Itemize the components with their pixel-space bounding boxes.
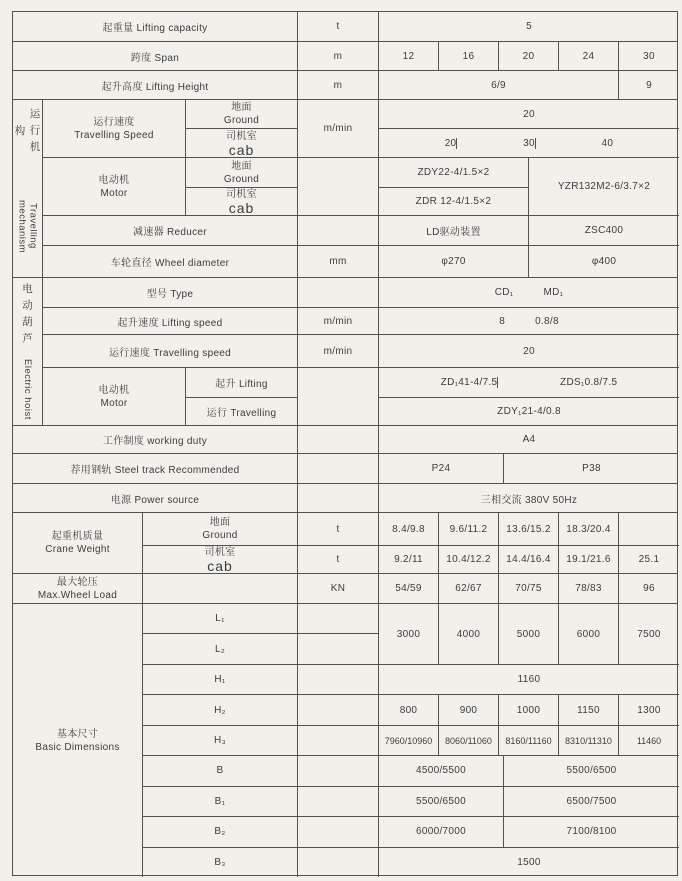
hoist-travelling-speed-unit: m/min	[298, 335, 379, 367]
crane-weight-value-cell-empty	[619, 513, 679, 545]
motor-ground-value: ZDY22-4/1.5×2	[379, 158, 528, 188]
hoist-lifting-speed-label: 起升速度 Lifting speed	[43, 308, 298, 334]
wheel-diameter-values	[379, 246, 679, 277]
max-wheel-load-value-cell: 96	[643, 583, 655, 594]
h3-sublabel: H₃	[143, 726, 298, 755]
h1-sublabel: H₁	[143, 665, 298, 694]
l-value-cell: 7500	[637, 628, 661, 640]
span-value-cell: 30	[643, 50, 655, 62]
row-wheel-diameter	[43, 246, 679, 277]
vertical-label	[20, 283, 35, 420]
section-label-en: Travelling mechanism	[16, 199, 39, 253]
lifting-capacity-value: 5	[526, 21, 532, 32]
steel-track-value-cell: P38	[582, 463, 601, 474]
travelling-speed-label	[43, 100, 186, 157]
l2-sublabel: L₂	[214, 643, 226, 655]
row-hoist-motor	[43, 368, 679, 425]
hoist-motor-travelling-sublabel: 运行 Travelling	[206, 408, 277, 419]
reducer-value-cell: LD驱动装置	[379, 216, 529, 245]
crane-spec-table	[12, 11, 678, 876]
hoist-lifting-speed-value: 0.8/8	[535, 315, 559, 327]
label-en: Motor	[100, 187, 128, 199]
power-source-value: 三相交流 380V 50Hz	[480, 494, 578, 506]
ground-sublabel	[186, 100, 297, 129]
hoist-type-value: MD₁	[543, 287, 564, 298]
label-en: Ground	[202, 530, 238, 541]
h2-value-cell: 800	[379, 695, 439, 724]
crane-weight-ground-unit: t	[298, 513, 378, 546]
motor-right-merged-value: YZR132M2-6/3.7×2	[557, 181, 651, 192]
span-unit: m	[298, 42, 379, 70]
lifting-capacity-label: 起重量 Lifting capacity	[13, 12, 298, 41]
label-en: Crane Weight	[45, 544, 110, 555]
row-span	[13, 42, 677, 71]
section-basic-dimensions	[13, 604, 677, 877]
span-values	[379, 42, 679, 70]
l2-unit-empty	[298, 634, 378, 664]
crane-weight-ground-values	[379, 513, 679, 546]
b1-unit-empty	[298, 787, 379, 816]
lifting-height-unit: m	[298, 71, 379, 99]
crane-weight-value-cell: 18.3/20.4	[559, 513, 619, 545]
h3-unit-empty	[298, 726, 379, 755]
crane-weight-cab-unit: t	[336, 554, 340, 565]
hoist-type-values	[379, 278, 679, 307]
h3-value-cell: 7960/10960	[379, 726, 439, 755]
label-en: Motor	[100, 397, 128, 409]
steel-track-value-cell: P24	[379, 454, 504, 483]
l-value-cell: 4000	[439, 604, 499, 664]
h2-value-cell: 900	[439, 695, 499, 724]
reducer-unit-empty	[298, 216, 379, 245]
max-wheel-load-sublabel-empty	[143, 574, 298, 603]
section-electric-hoist	[13, 278, 677, 426]
h2-unit-empty	[298, 695, 379, 724]
travelling-motor-values	[379, 158, 679, 215]
b3-unit-empty	[298, 848, 379, 877]
crane-weight-value-cell: 13.6/15.2	[499, 513, 559, 545]
b3-sublabel: B₃	[143, 848, 298, 877]
l-value-cell: 3000	[379, 604, 439, 664]
b-unit-empty	[298, 756, 379, 785]
travelling-motor-sublabels	[186, 158, 298, 215]
label-zh: 最大轮压	[56, 576, 99, 588]
span-value-cell: 24	[559, 42, 619, 70]
h3-value-cell: 8060/11060	[439, 726, 499, 755]
crane-weight-value-cell: 14.4/16.4	[499, 546, 559, 573]
l-units-empty	[298, 604, 379, 664]
wheel-diameter-value-cell: φ400	[591, 256, 617, 267]
travelling-motor-unit-empty	[298, 158, 379, 215]
row-b1	[143, 787, 679, 817]
label-zh: 地面	[231, 160, 252, 172]
label-en: Ground	[223, 173, 260, 185]
wheel-diameter-label: 车轮直径 Wheel diameter	[43, 246, 298, 277]
steel-track-unit-empty	[298, 454, 379, 483]
row-steel-track	[13, 454, 677, 484]
section-label-zh: 运行机构	[13, 108, 41, 158]
label-en: Max.Wheel Load	[37, 589, 118, 601]
cab-speed-value: 40	[601, 137, 614, 149]
b3-value: 1500	[517, 856, 541, 868]
hoist-motor-label	[43, 368, 186, 425]
travelling-mechanism-body	[43, 100, 679, 277]
cab-sublabel	[186, 188, 297, 215]
max-wheel-load-value-cell: 54/59	[379, 574, 439, 603]
cab-speed-value: 20	[444, 137, 457, 149]
label-zh: 电动机	[98, 384, 130, 396]
ground-speed-value: 20	[379, 100, 679, 129]
label-zh: 地面	[231, 102, 252, 113]
crane-weight-value-cell: 9.2/11	[379, 546, 439, 573]
row-b2	[143, 817, 679, 847]
row-b3	[143, 848, 679, 877]
hoist-lifting-speed-values	[379, 308, 679, 334]
label-en: Basic Dimensions	[35, 741, 120, 753]
steel-track-values	[379, 454, 679, 483]
row-travelling-speed	[43, 100, 679, 158]
hoist-motor-lifting-value: ZDS₁0.8/7.5	[560, 377, 618, 388]
crane-weight-value-cell: 25.1	[638, 554, 660, 565]
hoist-type-unit-empty	[298, 278, 379, 307]
l1-unit-empty	[298, 604, 378, 634]
hoist-motor-values	[379, 368, 679, 425]
l-value-cell: 6000	[559, 604, 619, 664]
row-hoist-lifting-speed	[43, 308, 679, 335]
electric-hoist-section-label	[13, 278, 43, 425]
lifting-height-main-value: 6/9	[379, 71, 619, 99]
travelling-mechanism-section-label	[13, 100, 43, 277]
h3-values	[379, 726, 679, 755]
crane-weight-value-cell: 10.4/12.2	[439, 546, 499, 573]
max-wheel-load-label	[13, 574, 143, 603]
working-duty-unit-empty	[298, 426, 379, 453]
hoist-motor-lifting-value: ZD₁41-4/7.5	[440, 377, 498, 388]
basic-dimensions-body	[143, 604, 679, 877]
hoist-type-value: CD₁	[494, 287, 514, 298]
reducer-values	[379, 216, 679, 245]
label-en: Travelling Speed	[74, 129, 154, 141]
steel-track-label: 荐用钢轨 Steel track Recommended	[13, 454, 298, 483]
power-source-unit-empty	[298, 484, 379, 512]
motor-left-values	[379, 158, 529, 215]
max-wheel-load-value-cell: 62/67	[439, 574, 499, 603]
crane-weight-value-cell: 19.1/21.6	[559, 546, 619, 573]
span-value-cell: 12	[379, 42, 439, 70]
hoist-type-label: 型号 Type	[43, 278, 298, 307]
vertical-label	[13, 100, 43, 277]
l-value-cell: 5000	[499, 604, 559, 664]
working-duty-label: 工作制度 working duty	[13, 426, 298, 453]
hoist-motor-lifting-sublabel: 起升 Lifting	[186, 368, 297, 398]
lifting-height-last-value: 9	[646, 79, 652, 91]
max-wheel-load-unit: KN	[298, 574, 379, 603]
crane-weight-cab-values	[379, 546, 679, 573]
hoist-motor-unit-empty	[298, 368, 379, 425]
section-label-zh: 电动葫芦	[21, 283, 33, 350]
hoist-lifting-speed-value: 8	[499, 315, 506, 327]
label-zh: 运行速度	[93, 116, 135, 128]
row-lifting-capacity	[13, 12, 677, 42]
row-h3	[143, 726, 679, 756]
reducer-label: 减速器 Reducer	[43, 216, 298, 245]
h3-value-cell: 8310/11310	[559, 726, 619, 755]
hoist-motor-travelling-value: ZDY₁21-4/0.8	[497, 406, 561, 417]
h3-value-cell: 8160/11160	[499, 726, 559, 755]
row-l1-l2	[143, 604, 679, 665]
row-h1	[143, 665, 679, 695]
crane-weight-units	[298, 513, 379, 573]
max-wheel-load-values	[379, 574, 679, 603]
crane-weight-sublabels	[143, 513, 298, 573]
h1-unit-empty	[298, 665, 379, 694]
row-b	[143, 756, 679, 786]
b2-unit-empty	[298, 817, 379, 846]
working-duty-value: A4	[522, 434, 536, 445]
ground-sublabel	[143, 513, 297, 546]
wheel-diameter-unit: mm	[298, 246, 379, 277]
max-wheel-load-value-cell: 78/83	[559, 574, 619, 603]
label-en: Ground	[223, 115, 260, 126]
b2-value-cell: 6000/7000	[379, 817, 504, 846]
b1-value-cell: 5500/6500	[379, 787, 504, 816]
b-values	[379, 756, 679, 785]
travelling-speed-unit: m/min	[298, 100, 379, 157]
span-label: 跨度 Span	[13, 42, 298, 70]
hoist-motor-lifting-values	[379, 368, 679, 398]
b1-value-cell: 6500/7500	[566, 795, 617, 807]
row-reducer	[43, 216, 679, 246]
section-crane-weight	[13, 513, 677, 574]
b1-values	[379, 787, 679, 816]
h2-values	[379, 695, 679, 724]
b2-values	[379, 817, 679, 846]
electric-hoist-body	[43, 278, 679, 425]
label-zh: 司机室	[226, 189, 257, 200]
label-zh: 司机室	[204, 547, 236, 558]
row-power-source	[13, 484, 677, 513]
label-zh: 地面	[209, 517, 231, 528]
max-wheel-load-value-cell: 70/75	[499, 574, 559, 603]
label-zh: 司机室	[226, 130, 257, 142]
cab-sublabel	[186, 129, 297, 157]
span-value-cell: 16	[439, 42, 499, 70]
reducer-value-cell: ZSC400	[584, 225, 624, 236]
span-value-cell: 20	[499, 42, 559, 70]
b-sublabel: B	[143, 756, 298, 785]
row-hoist-type	[43, 278, 679, 308]
section-label-en: Electric hoist	[22, 359, 33, 420]
cab-speed-value: 30	[523, 137, 535, 149]
label-zh: 基本尺寸	[56, 728, 99, 740]
power-source-label: 电源 Power source	[13, 484, 298, 512]
row-hoist-travelling-speed	[43, 335, 679, 368]
label-zh: 起重机质量	[51, 531, 104, 542]
travelling-speed-sublabels	[186, 100, 298, 157]
row-h2	[143, 695, 679, 725]
h3-value-cell: 11460	[636, 735, 662, 746]
row-travelling-motor	[43, 158, 679, 216]
crane-weight-values	[379, 513, 679, 573]
label-zh: 电动机	[98, 174, 130, 186]
b1-sublabel: B₁	[143, 787, 298, 816]
h2-value-cell: 1150	[559, 695, 619, 724]
label-en: cab	[228, 141, 255, 158]
motor-cab-value: ZDR 12-4/1.5×2	[415, 196, 492, 207]
h1-value: 1160	[517, 674, 541, 686]
b2-sublabel: B₂	[143, 817, 298, 846]
crane-weight-label	[13, 513, 143, 573]
hoist-motor-sublabels	[186, 368, 298, 425]
crane-weight-value-cell: 8.4/9.8	[379, 513, 439, 545]
cab-sublabel	[143, 546, 297, 573]
l1-sublabel: L₁	[143, 604, 297, 634]
label-en: cab	[228, 200, 255, 216]
lifting-capacity-unit: t	[298, 12, 379, 41]
lifting-height-values	[379, 71, 679, 99]
h2-value-cell: 1000	[499, 695, 559, 724]
travelling-speed-values	[379, 100, 679, 157]
travelling-motor-label	[43, 158, 186, 215]
h2-value-cell: 1300	[637, 704, 661, 716]
cab-speed-values	[379, 129, 679, 157]
l-values	[379, 604, 679, 664]
b-value-cell: 4500/5500	[379, 756, 504, 785]
crane-weight-value-cell: 9.6/11.2	[439, 513, 499, 545]
row-working-duty	[13, 426, 677, 454]
label-en: cab	[207, 558, 233, 574]
basic-dimensions-label	[13, 604, 143, 877]
b2-value-cell: 7100/8100	[566, 826, 617, 838]
b-value-cell: 5500/6500	[566, 765, 617, 777]
ground-sublabel	[186, 158, 297, 188]
wheel-diameter-value-cell: φ270	[379, 246, 529, 277]
l-sublabels	[143, 604, 298, 664]
row-max-wheel-load	[13, 574, 677, 604]
h2-sublabel: H₂	[143, 695, 298, 724]
section-travelling-mechanism	[13, 100, 677, 278]
row-lifting-height	[13, 71, 677, 100]
lifting-height-label: 起升高度 Lifting Height	[13, 71, 298, 99]
hoist-lifting-speed-unit: m/min	[298, 308, 379, 334]
hoist-travelling-speed-label: 运行速度 Travelling speed	[43, 335, 298, 367]
hoist-travelling-speed-value: 20	[523, 345, 535, 357]
